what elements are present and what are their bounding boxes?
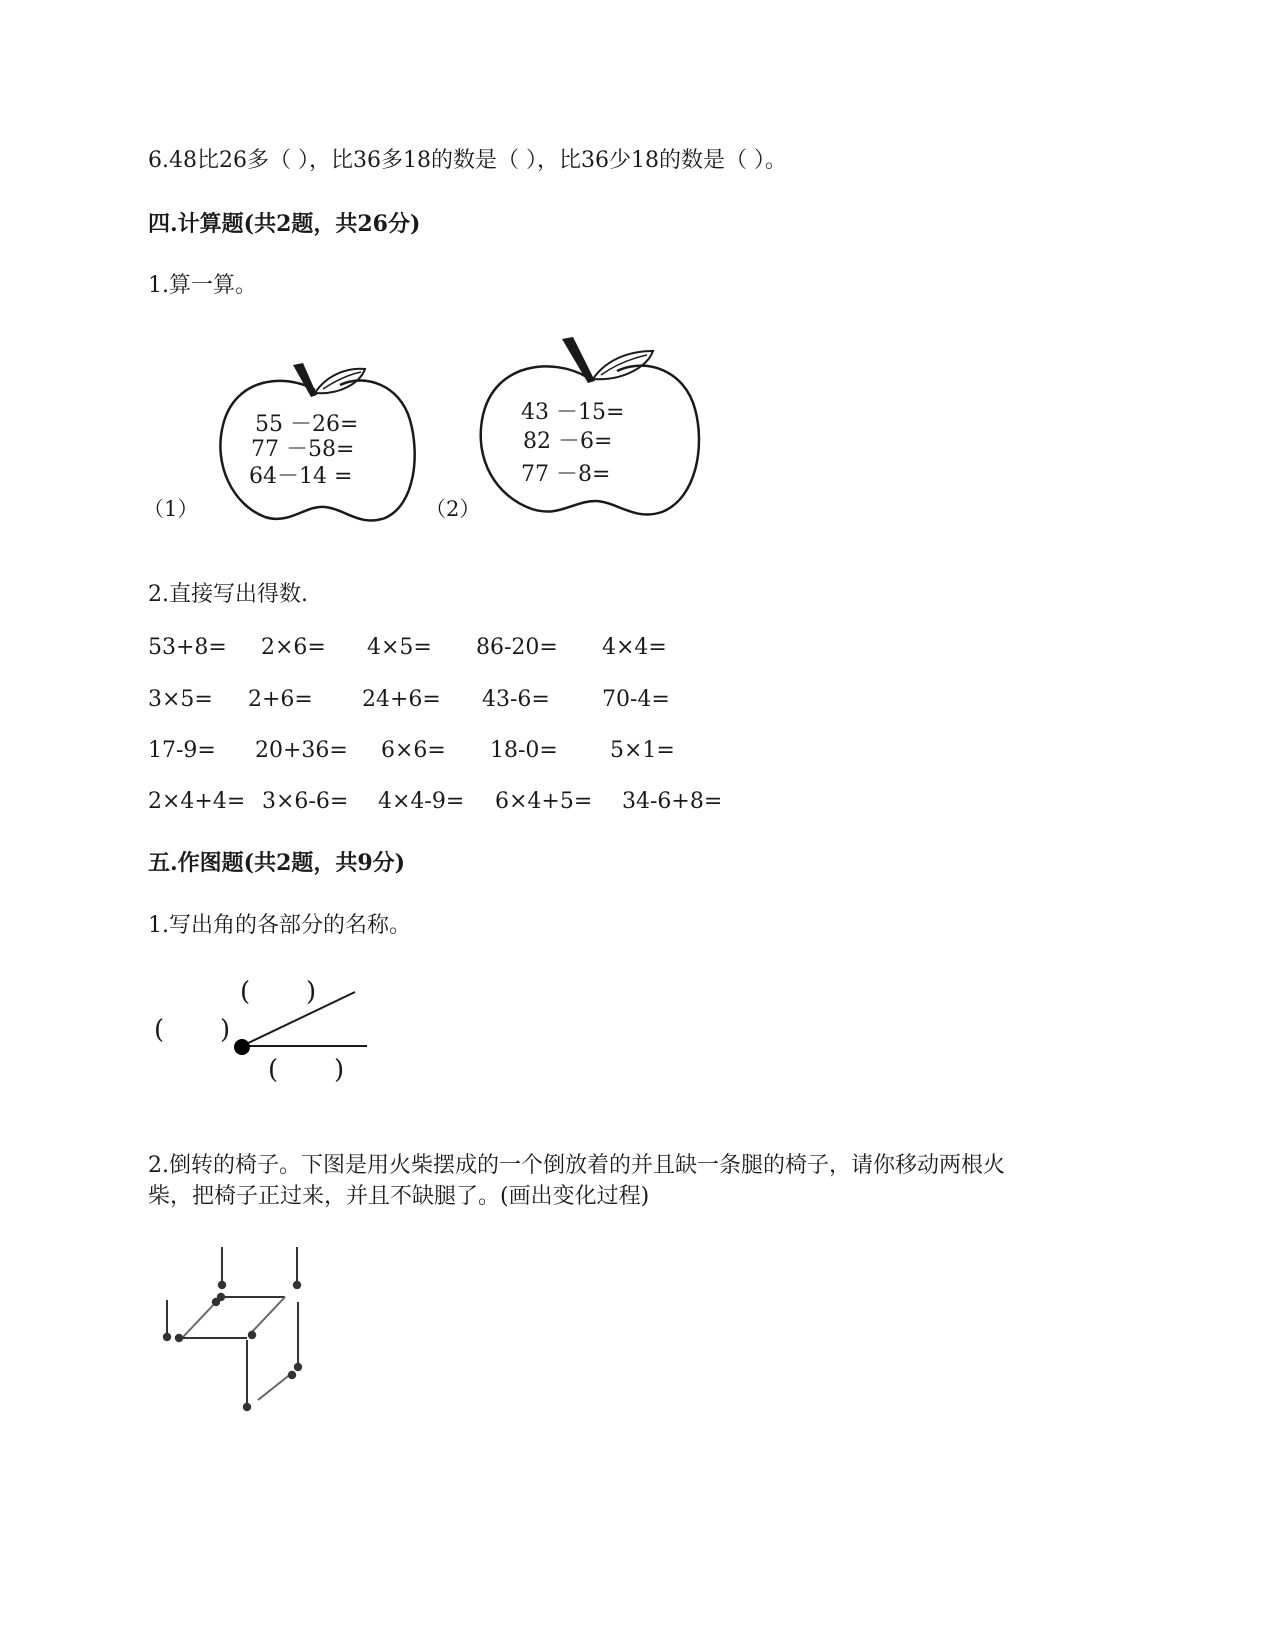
fill-blank-question: 6.48比26多（ ），比36多18的数是（ ），比36少18的数是（ ）。 [148,148,787,173]
q1-title: 1.算一算。 [148,273,257,298]
calc-r2-c3: 24+6= [362,687,441,712]
angle-question-title: 1.写出角的各部分的名称。 [148,913,411,938]
apple-2-eq-1: 43 －15= [521,400,625,425]
apple-2-figure [477,335,717,525]
calc-r4-c1: 2×4+4= [148,789,246,814]
upper-side-blank-open-paren: ( [240,977,251,1007]
calc-r4-c3: 4×4-9= [378,789,465,814]
angle-diagram [150,977,390,1110]
apple-2-eq-2: 82 －6= [523,429,613,454]
calc-r3-c3: 6×6= [381,738,446,763]
calc-r2-c5: 70-4= [602,687,670,712]
calc-r1-c1: 53+8= [148,635,227,660]
apple-2-stem [562,337,595,383]
apple-1-label: （1） [143,497,199,521]
calc-r1-c2: 2×6= [261,635,326,660]
calc-r4-c4: 6×4+5= [495,789,593,814]
apple-1-figure [215,355,435,535]
apple-1-stem [293,363,317,397]
section-4-heading: 四.计算题(共2题，共26分) [148,211,421,237]
angle-side-upper [242,992,355,1046]
vertex-blank-close-paren: ) [220,1015,231,1045]
lower-side-blank-close-paren: ) [334,1055,345,1085]
upper-side-blank-close-paren: ) [306,977,317,1007]
calc-r3-c1: 17-9= [148,738,216,763]
section-5-heading: 五.作图题(共2题，共9分) [148,850,406,876]
apple-1-eq-3: 64－14 = [249,464,353,489]
matchstick-chair-figure [155,1245,335,1445]
calc-r2-c4: 43-6= [482,687,550,712]
angle-vertex-dot [234,1039,250,1055]
calc-r3-c5: 5×1= [610,738,675,763]
apple-2-label: （2） [425,497,481,521]
apple-2-eq-3: 77 －8= [521,462,611,487]
apple-1-eq-2: 77 －58= [251,437,355,462]
lower-side-blank-open-paren: ( [268,1055,279,1085]
vertex-blank-open-paren: ( [154,1015,165,1045]
calc-r1-c4: 86-20= [476,635,558,660]
apple-1-eq-1: 55 －26= [255,412,359,437]
calc-r3-c4: 18-0= [490,738,558,763]
calc-r1-c3: 4×5= [367,635,432,660]
q2-title: 2.直接写出得数. [148,582,308,607]
calc-r1-c5: 4×4= [602,635,667,660]
chair-question-line-1: 2.倒转的椅子。下图是用火柴摆成的一个倒放着的并且缺一条腿的椅子，请你移动两根火 [148,1153,1005,1178]
calc-r2-c1: 3×5= [148,687,213,712]
calc-r3-c2: 20+36= [255,738,348,763]
calc-r4-c2: 3×6-6= [262,789,349,814]
chair-question-line-2: 柴，把椅子正过来，并且不缺腿了。(画出变化过程) [148,1184,650,1209]
calc-r4-c5: 34-6+8= [622,789,723,814]
calc-r2-c2: 2+6= [248,687,313,712]
